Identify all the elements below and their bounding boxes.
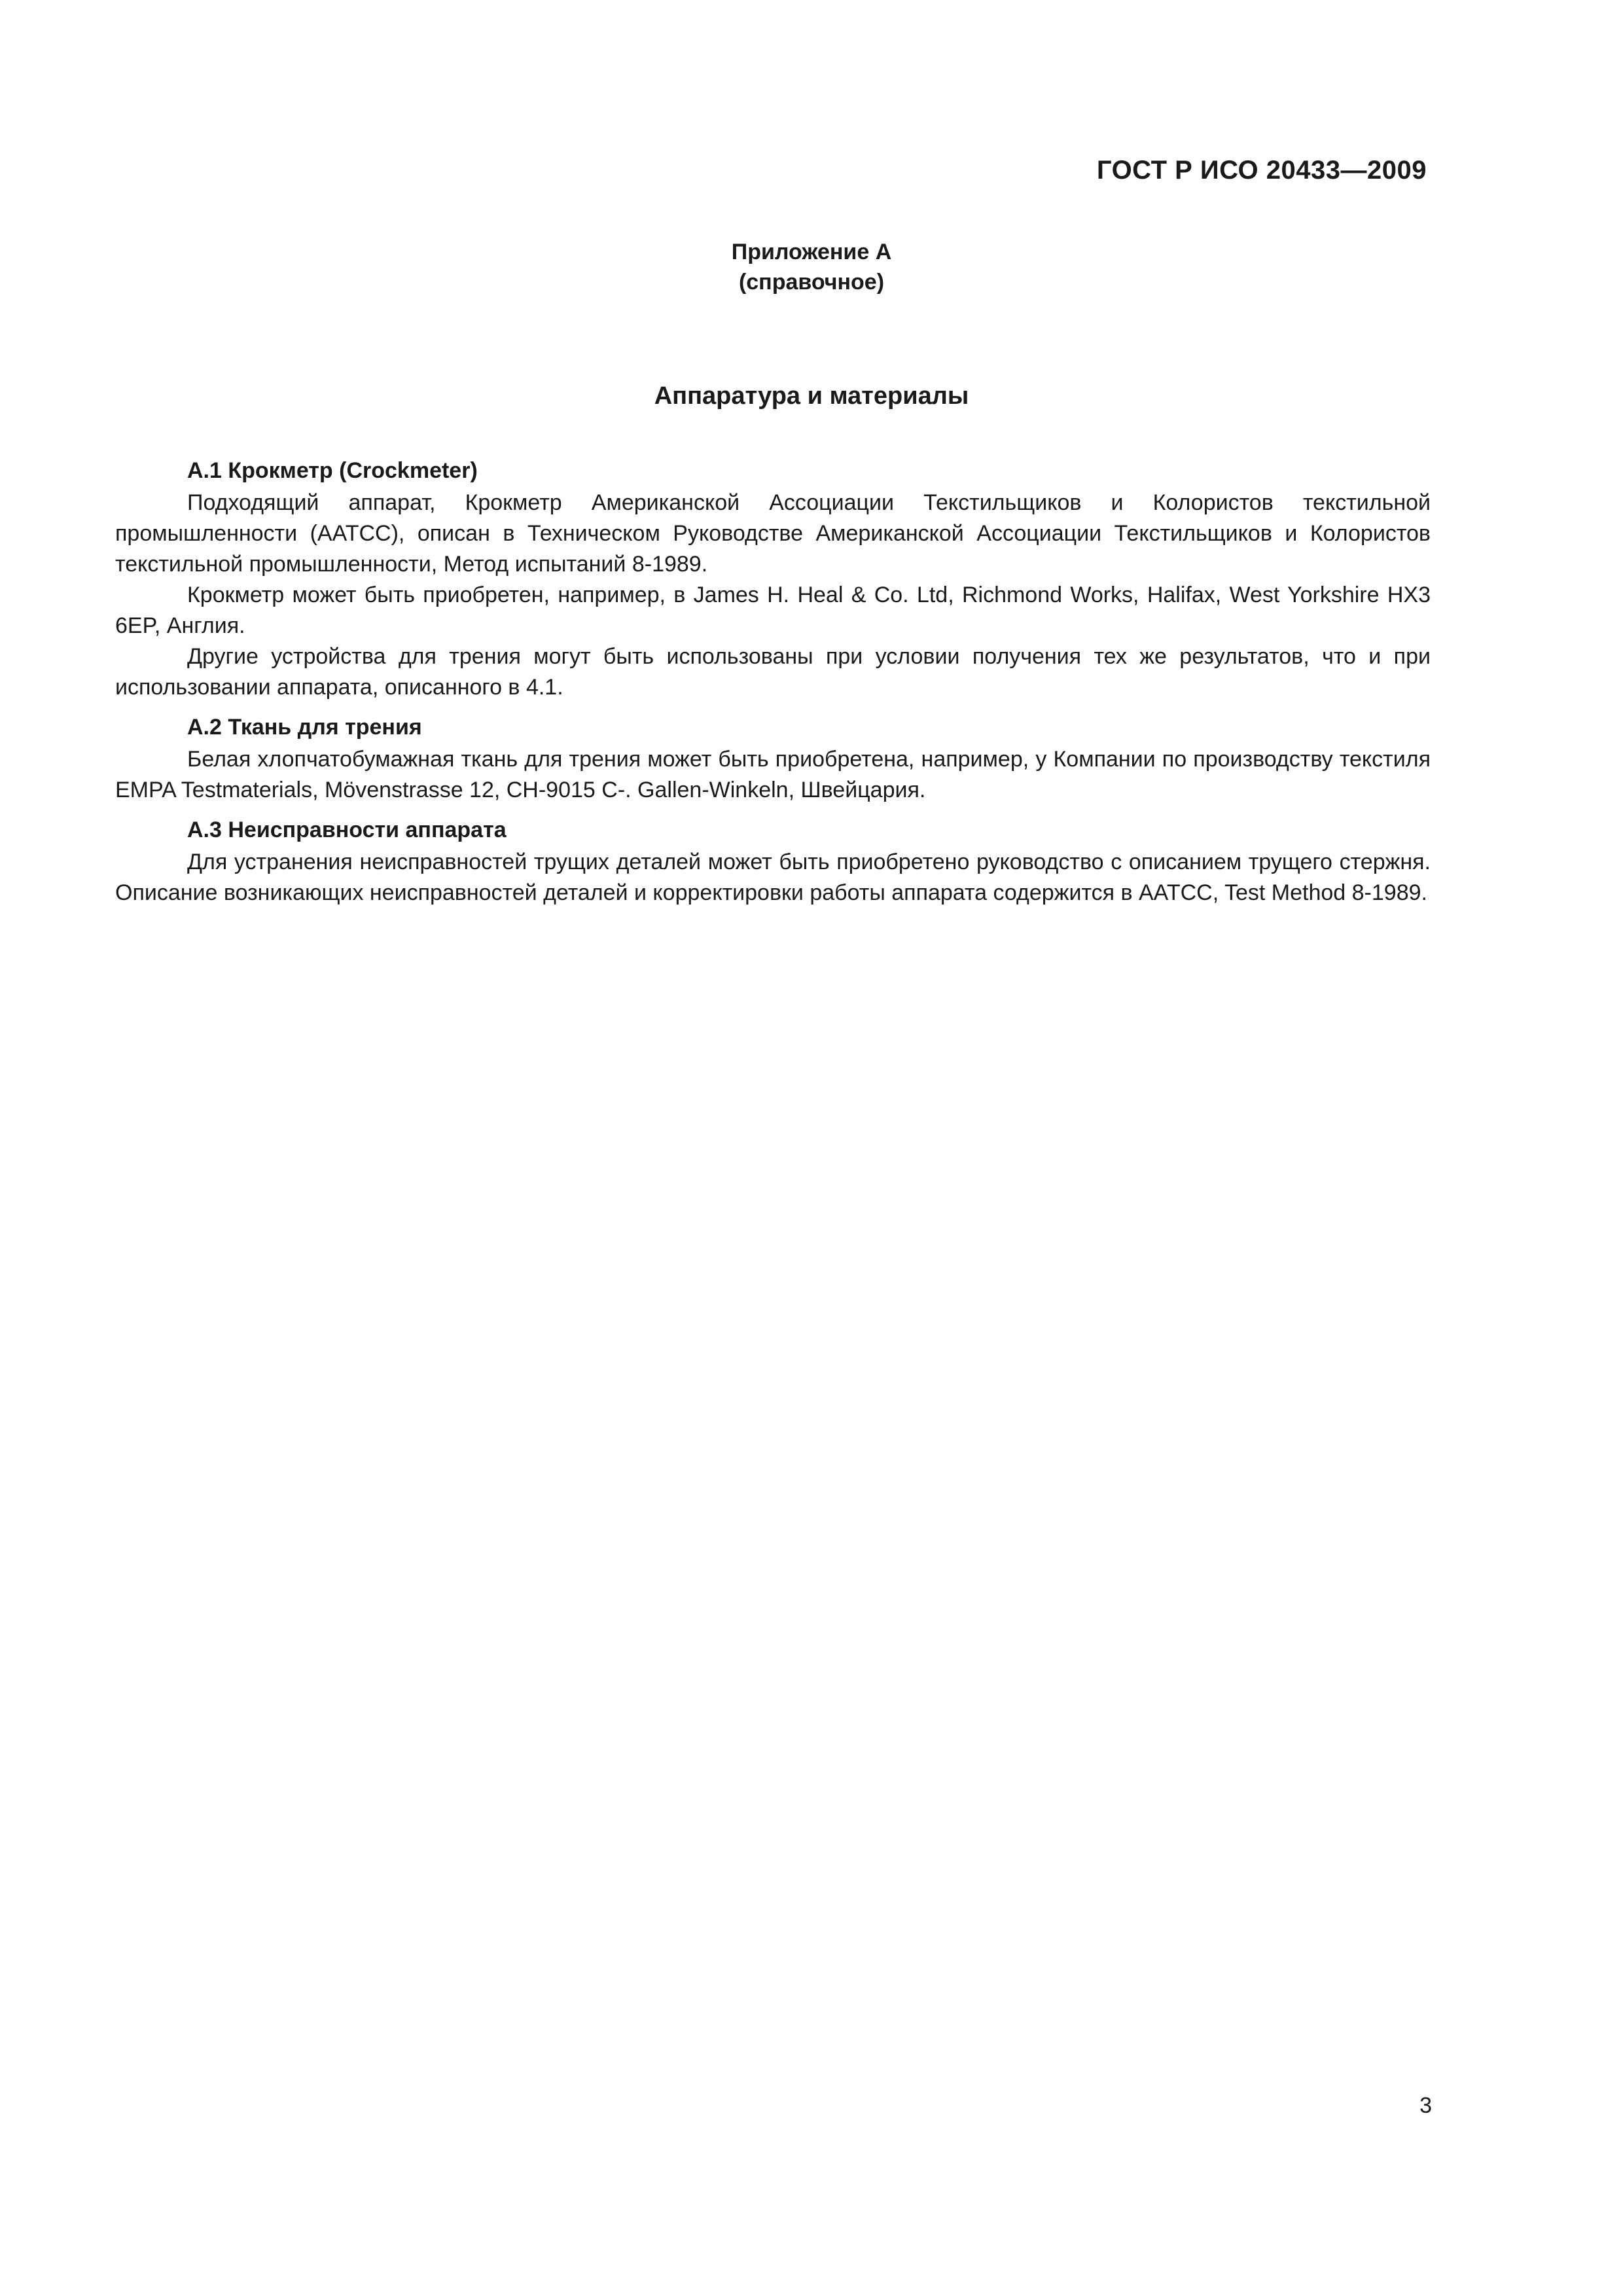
paragraph: Подходящий аппарат, Крокметр Американской Ассоциации Текстильщиков и Колористов текстильной промышленности (AATCC), описан в Техническом Руководстве Американской Ассоциации Текстильщиков и Колористов текстильной промышленности, Метод испытаний 8-1989. — [115, 490, 1431, 577]
section-heading: А.1 Крокметр (Crockmeter) — [187, 458, 478, 483]
section-heading: А.2 Ткань для трения — [187, 715, 422, 740]
paragraph: Белая хлопчатобумажная ткань для трения может быть приобретена, например, у Компании по производству текстиля EMPA Testmaterials, Mövenstrasse 12, CH-9015 C-. Gallen-Winkeln, Швейцария. — [115, 747, 1431, 802]
annex-status: (справочное) — [738, 270, 885, 295]
standard-number: ГОСТ Р ИСО 20433—2009 — [1096, 156, 1427, 185]
section-heading: А.3 Неисправности аппарата — [187, 817, 507, 842]
page-number: 3 — [1419, 2093, 1432, 2118]
paragraph: Другие устройства для трения могут быть использованы при условии получения тех же результатов, что и при использовании аппарата, описанного в 4.1. — [115, 644, 1431, 700]
annex-label: Приложение А — [731, 240, 892, 264]
annex-label-block — [0, 237, 1623, 297]
section-a1 — [115, 456, 1431, 703]
section-a2 — [115, 712, 1431, 806]
paragraph: Крокметр может быть приобретен, например, в James H. Heal & Co. Ltd, Richmond Works, Halifax, West Yorkshire HX3 6EP, Англия. — [115, 583, 1431, 638]
section-a3 — [115, 815, 1431, 908]
document-body — [115, 456, 1431, 908]
paragraph: Для устранения неисправностей трущих деталей может быть приобретено руководство с описанием трущего стержня. Описание возникающих неисправностей деталей и корректировки работы аппарата содержится в AATCC, Test Method 8-1989. — [115, 850, 1431, 905]
annex-title: Аппаратура и материалы — [654, 382, 969, 410]
